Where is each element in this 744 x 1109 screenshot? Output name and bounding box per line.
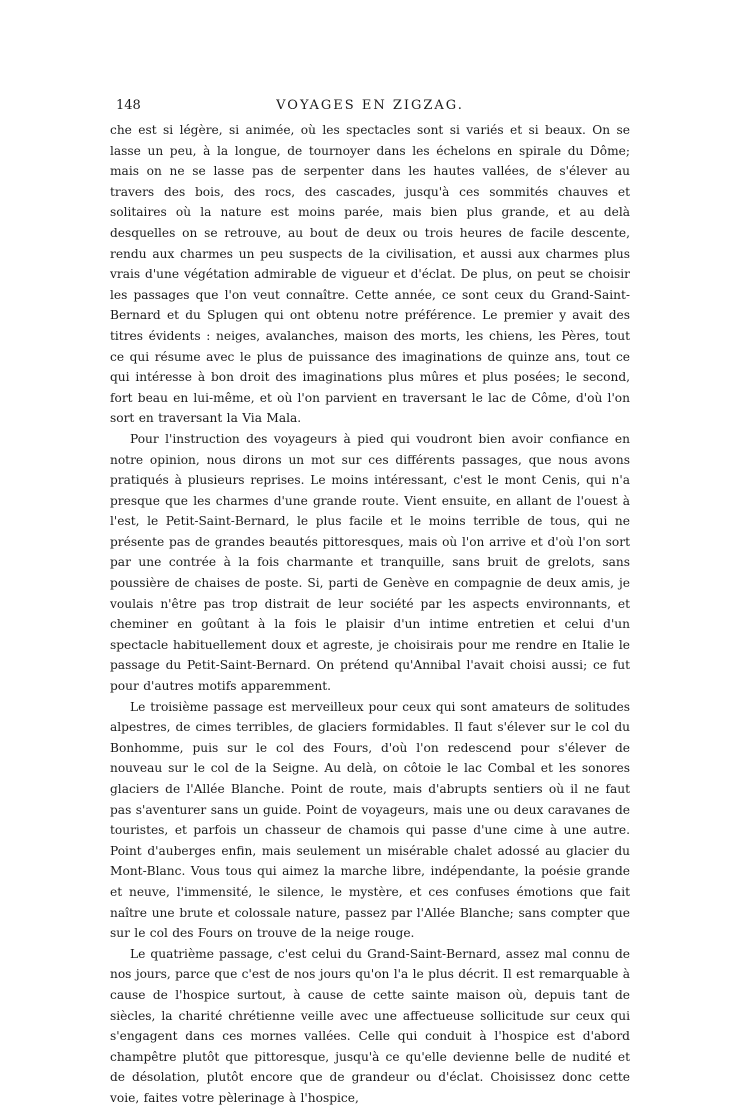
paragraph-third-passage: Le troisième passage est merveilleux pour ceux qui sont amateurs de solitudes alpestres, de cimes terribles, de glaciers formidables. Il faut s'élever sur le col du Bonhomme, puis sur le col des Fours, d'où l'on redescend pour s'élever de nouveau sur le col de la Seigne. Au delà, on côtoie le lac Combal et les sonores glaciers de l'Allée Blanche. Point de route, mais d'abrupts sentiers où il ne faut pas s'aventurer sans un guide. Point de voyageurs, mais une ou deux caravanes de touristes, et parfois un chasseur de chamois qui passe d'une cime à une autre. Point d'auberges enfin, mais seulement un misérable chalet adossé au glacier du Mont-Blanc. Vous tous qui aimez la marche libre, indépendante, la poésie grande et neuve, l'immensité, le silence, le mystère, et ces confuses émotions que fait naître une brute et colossale nature, passez par l'Allée Blanche; sans compter que sur le col des Fours on trouve de la neige rouge. [110, 699, 630, 941]
paragraph-fourth-passage: Le quatrième passage, c'est celui du Grand-Saint-Bernard, assez mal connu de nos jours, parce que c'est de nos jours qu'on l'a le plus décrit. Il est remarquable à cause de l'hospice surtout, à cause de cette sainte maison où, depuis tant de siècles, la charité chrétienne veille avec une affectueuse sollicitude sur ceux qui s'engagent dans ces mornes vallées. Celle qui conduit à l'hospice est d'abord champêtre plutôt que pittoresque, jusqu'à ce qu'elle devienne belle de nudité et de désolation, plutôt encore que de grandeur ou d'éclat. Choisissez donc cette voie, faites votre pèlerinage à l'hospice, [110, 946, 630, 1105]
running-title: VOYAGES EN ZIGZAG. [276, 98, 464, 113]
paragraph-passages-intro: Pour l'instruction des voyageurs à pied qui voudront bien avoir confiance en notre opinion, nous dirons un mot sur ces différents passages, que nous avons pratiqués à plusieurs reprises. Le moins intéressant, c'est le mont Cenis, qui n'a presque que les charmes d'une grande route. Vient ensuite, en allant de l'ouest à l'est, le Petit-Saint-Bernard, le plus facile et le moins terrible de tous, qui ne présente pas de grandes beautés pittoresques, mais où l'on arrive et d'où l'on sort par une contrée à la fois charmante et tranquille, sans bruit de grelots, sans poussière de chaises de poste. Si, parti de Genève en compagnie de deux amis, je voulais n'être pas trop distrait de leur société par les aspects environnants, et cheminer en goûtant à la fois le plaisir d'un intime entretien et celui d'un spectacle habituellement doux et agreste, je choisirais pour me rendre en Italie le passage du Petit-Saint-Bernard. On prétend qu'Annibal l'avait choisi aussi; ce fut pour d'autres motifs apparemment. [110, 431, 630, 694]
book-page [110, 98, 630, 1109]
paragraph-continued: che est si légère, si animée, où les spectacles sont si variés et si beaux. On se lasse un peu, à la longue, de tournoyer dans les échelons en spirale du Dôme; mais on ne se lasse pas de serpenter dans les hautes vallées, de s'élever au travers des bois, des rocs, des cascades, jusqu'à ces sommités chauves et solitaires où la nature est moins parée, mais bien plus grande, et au delà desquelles on se retrouve, au bout de deux ou trois heures de facile descente, rendu aux charmes un peu suspects de la civilisation, et aussi aux charmes plus vrais d'une végétation admirable de vigueur et d'éclat. De plus, on peut se choisir les passages que l'on veut connaître. Cette année, ce sont ceux du Grand-Saint-Bernard et du Splugen qui ont obtenu notre préférence. Le premier y avait des titres évidents : neiges, avalanches, maison des morts, les chiens, les Pères, tout ce qui résume avec le plus de puissance des imaginations de quinze ans, tout ce qui intéresse à bon droit des imaginations plus mûres et plus posées; le second, fort beau en lui-même, et où l'on parvient en traversant le lac de Côme, d'où l'on sort en traversant la Via Mala. [110, 123, 630, 426]
body-text [110, 120, 630, 1109]
running-head [110, 98, 630, 120]
page-number: 148 [116, 98, 141, 113]
